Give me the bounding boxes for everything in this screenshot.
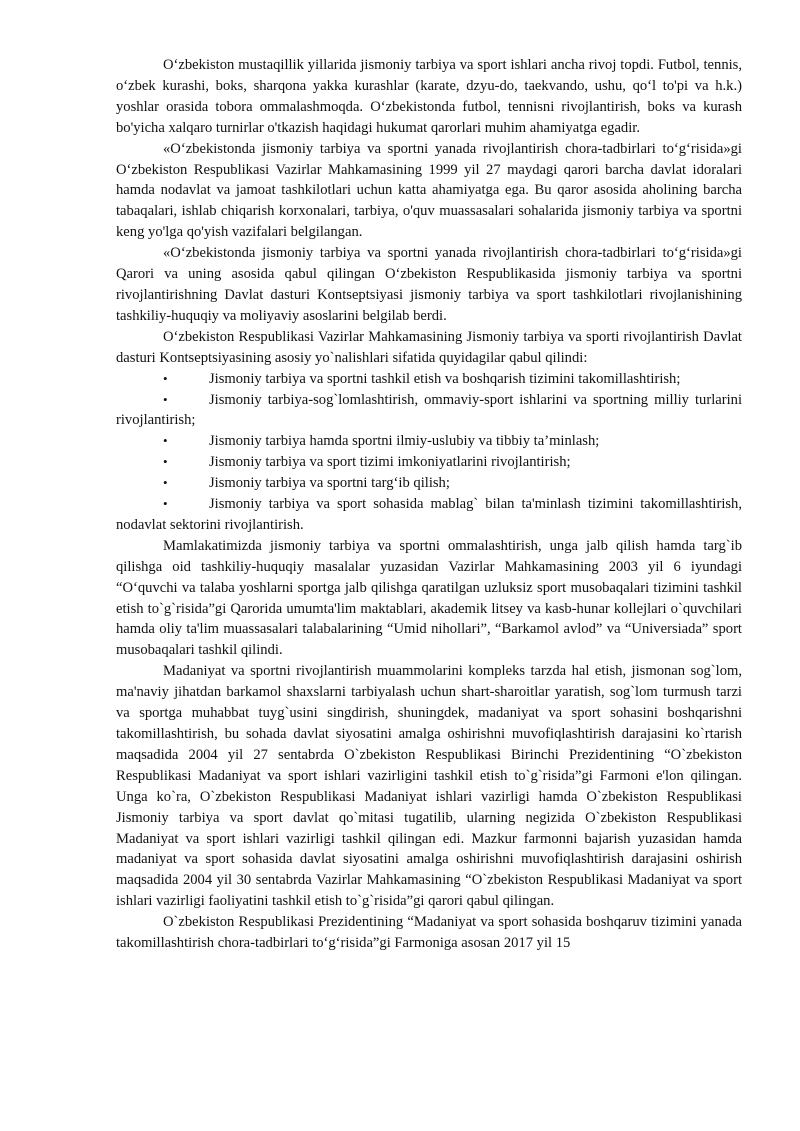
bullet-icon: •: [163, 454, 168, 470]
list-item: [116, 431, 742, 452]
bullet-list: [116, 369, 742, 536]
list-item-text: Jismoniy tarbiya va sportni tashkil etish va boshqarish tizimini takomillashtirish;: [209, 370, 681, 387]
paragraph: O‘zbekiston mustaqillik yillarida jismoniy tarbiya va sport ishlari ancha rivoj topdi. Futbol, tennis, o‘zbek kurashi, boks, sharqona yakka kurashlar (karate, dzyu-do, taekvando, ushu, qo‘l to'pi va h.k.) yoshlar orasida tobora ommalashmoqda. O‘zbekistonda futbol, tennisni rivojlantirish, boks va kurash bo'yicha xalqaro turnirlar o'tkazish haqidagi hukumat qarorlari muhim ahamiyatga egadir.: [116, 57, 742, 136]
list-item: [116, 369, 742, 390]
bullet-icon: •: [163, 496, 168, 512]
document-page: [116, 55, 742, 954]
list-item-text: Jismoniy tarbiya-sog`lomlashtirish, ommaviy-sport ishlarini va sportning milliy turlarini rivojlantirish;: [116, 391, 742, 429]
paragraph: «O‘zbekistonda jismoniy tarbiya va sportni yanada rivojlantirish chora-tadbirlari to‘g‘risida»gi O‘zbekiston Respublikasi Vazirlar Mahkamasining 1999 yil 27 maydagi qarori barcha davlat idoralari hamda nodavlat va jamoat tashkilotlari uchun katta ahamiyatga ega. Bu qaror asosida aholining barcha tabaqalari, ishlab chiqarish korxonalari, tarbiya, o'quv muassasalari sohalarida jismoniy tarbiya va sportni keng yo'lga qo'yish vazifalari belgilangan.: [116, 140, 742, 241]
list-item-text: Jismoniy tarbiya va sportni targ‘ib qilish;: [209, 475, 450, 492]
paragraph: Mamlakatimizda jismoniy tarbiya va sportni ommalashtirish, unga jalb qilish hamda targ`ib qilishga oid tashkiliy-huquqiy masalalar yuzasidan Vazirlar Mahkamasining 2003 yil 6 iyundagi “O‘quvchi va talaba yoshlarni sportga jalb qilishga qaratilgan uzluksiz sport musobaqalari tizimini tashkil etish to`g`risida”gi Qarorida umumta'lim maktablari, akademik litsey va kasb-hunar kollejlari o`quvchilari hamda oliy ta'lim muassasalari talabalarining “Umid nihollari”, “Barkamol avlod” va “Universiada” sport musobaqalari tashkil qilindi.: [116, 537, 742, 659]
list-item: [116, 390, 742, 432]
list-item: [116, 473, 742, 494]
list-item: [116, 494, 742, 536]
list-item: [116, 452, 742, 473]
paragraph: «O‘zbekistonda jismoniy tarbiya va sportni yanada rivojlantirish chora-tadbirlari to‘g‘risida»gi Qarori va uning asosida qabul qilingan O‘zbekiston Respublikasida jismoniy tarbiya va sportni rivojlantirishning Davlat dasturi Kontseptsiyasi jismoniy tarbiya va sport tashkilotlari rivojlanishining tashkiliy-huquqiy va moliyaviy asoslarini belgilab berdi.: [116, 245, 742, 324]
bullet-icon: •: [163, 433, 168, 449]
bullet-icon: •: [163, 391, 168, 407]
paragraph: O‘zbekiston Respublikasi Vazirlar Mahkamasining Jismoniy tarbiya va sporti rivojlantirish Davlat dasturi Kontseptsiyasining asosiy yo`nalishlari sifatida quyidagilar qabul qilindi:: [116, 328, 742, 366]
bullet-icon: •: [163, 475, 168, 491]
list-item-text: Jismoniy tarbiya va sport sohasida mablag` bilan ta'minlash tizimini takomillashtirish, nodavlat sektorini rivojlantirish.: [116, 496, 742, 533]
bullet-icon: •: [163, 370, 168, 386]
list-item-text: Jismoniy tarbiya hamda sportni ilmiy-uslubiy va tibbiy ta’minlash;: [209, 433, 600, 450]
paragraph: Madaniyat va sportni rivojlantirish muammolarini kompleks tarzda hal etish, jismonan sog`lom, ma'naviy jihatdan barkamol shaxslarni tarbiyalash uchun shart-sharoitlar yaratish, sog`lom turmush tarzi va sportga muhabbat tuyg`usini singdirish, shuningdek, madaniyat va sport sohasini boshqarishni takomillashtirish, bu sohada davlat siyosatini amalga oshirishni muvofiqlashtirish darajasini ko`rtarish maqsadida 2004 yil 27 sentabrda O`zbekiston Respublikasi Birinchi Prezidentining “O`zbekiston Respublikasi Madaniyat va sport ishlari vazirligini tashkil etish to`g`risida”gi Farmoni e'lon qilingan. Unga ko`ra, O`zbekiston Respublikasi Madaniyat ishlari vazirligi hamda O`zbekiston Respublikasi Jismoniy tarbiya va sport davlat qo`mitasi tugatilib, ularning negizida O`zbekiston Respublikasi Madaniyat va sport ishlari vazirligi tashkil qilingan edi. Mazkur farmonni bajarish yuzasidan hamda madaniyat va sport sohasida davlat siyosatini amalga oshirishni muvofiqlashtirish darajasini oshirish maqsadida 2004 yil 30 sentabrda Vazirlar Mahkamasining “O`zbekiston Respublikasi Madaniyat va sport ishlari vazirligi faoliyatini tashkil etish to`g`risida”gi qarori qabul qilingan.: [116, 663, 742, 910]
list-item-text: Jismoniy tarbiya va sport tizimi imkoniyatlarini rivojlantirish;: [209, 454, 571, 471]
paragraph: O`zbekiston Respublikasi Prezidentining “Madaniyat va sport sohasida boshqaruv tizimini yanada takomillashtirish chora-tadbirlari to‘g‘risida”gi Farmoniga asosan 2017 yil 15: [116, 914, 742, 952]
